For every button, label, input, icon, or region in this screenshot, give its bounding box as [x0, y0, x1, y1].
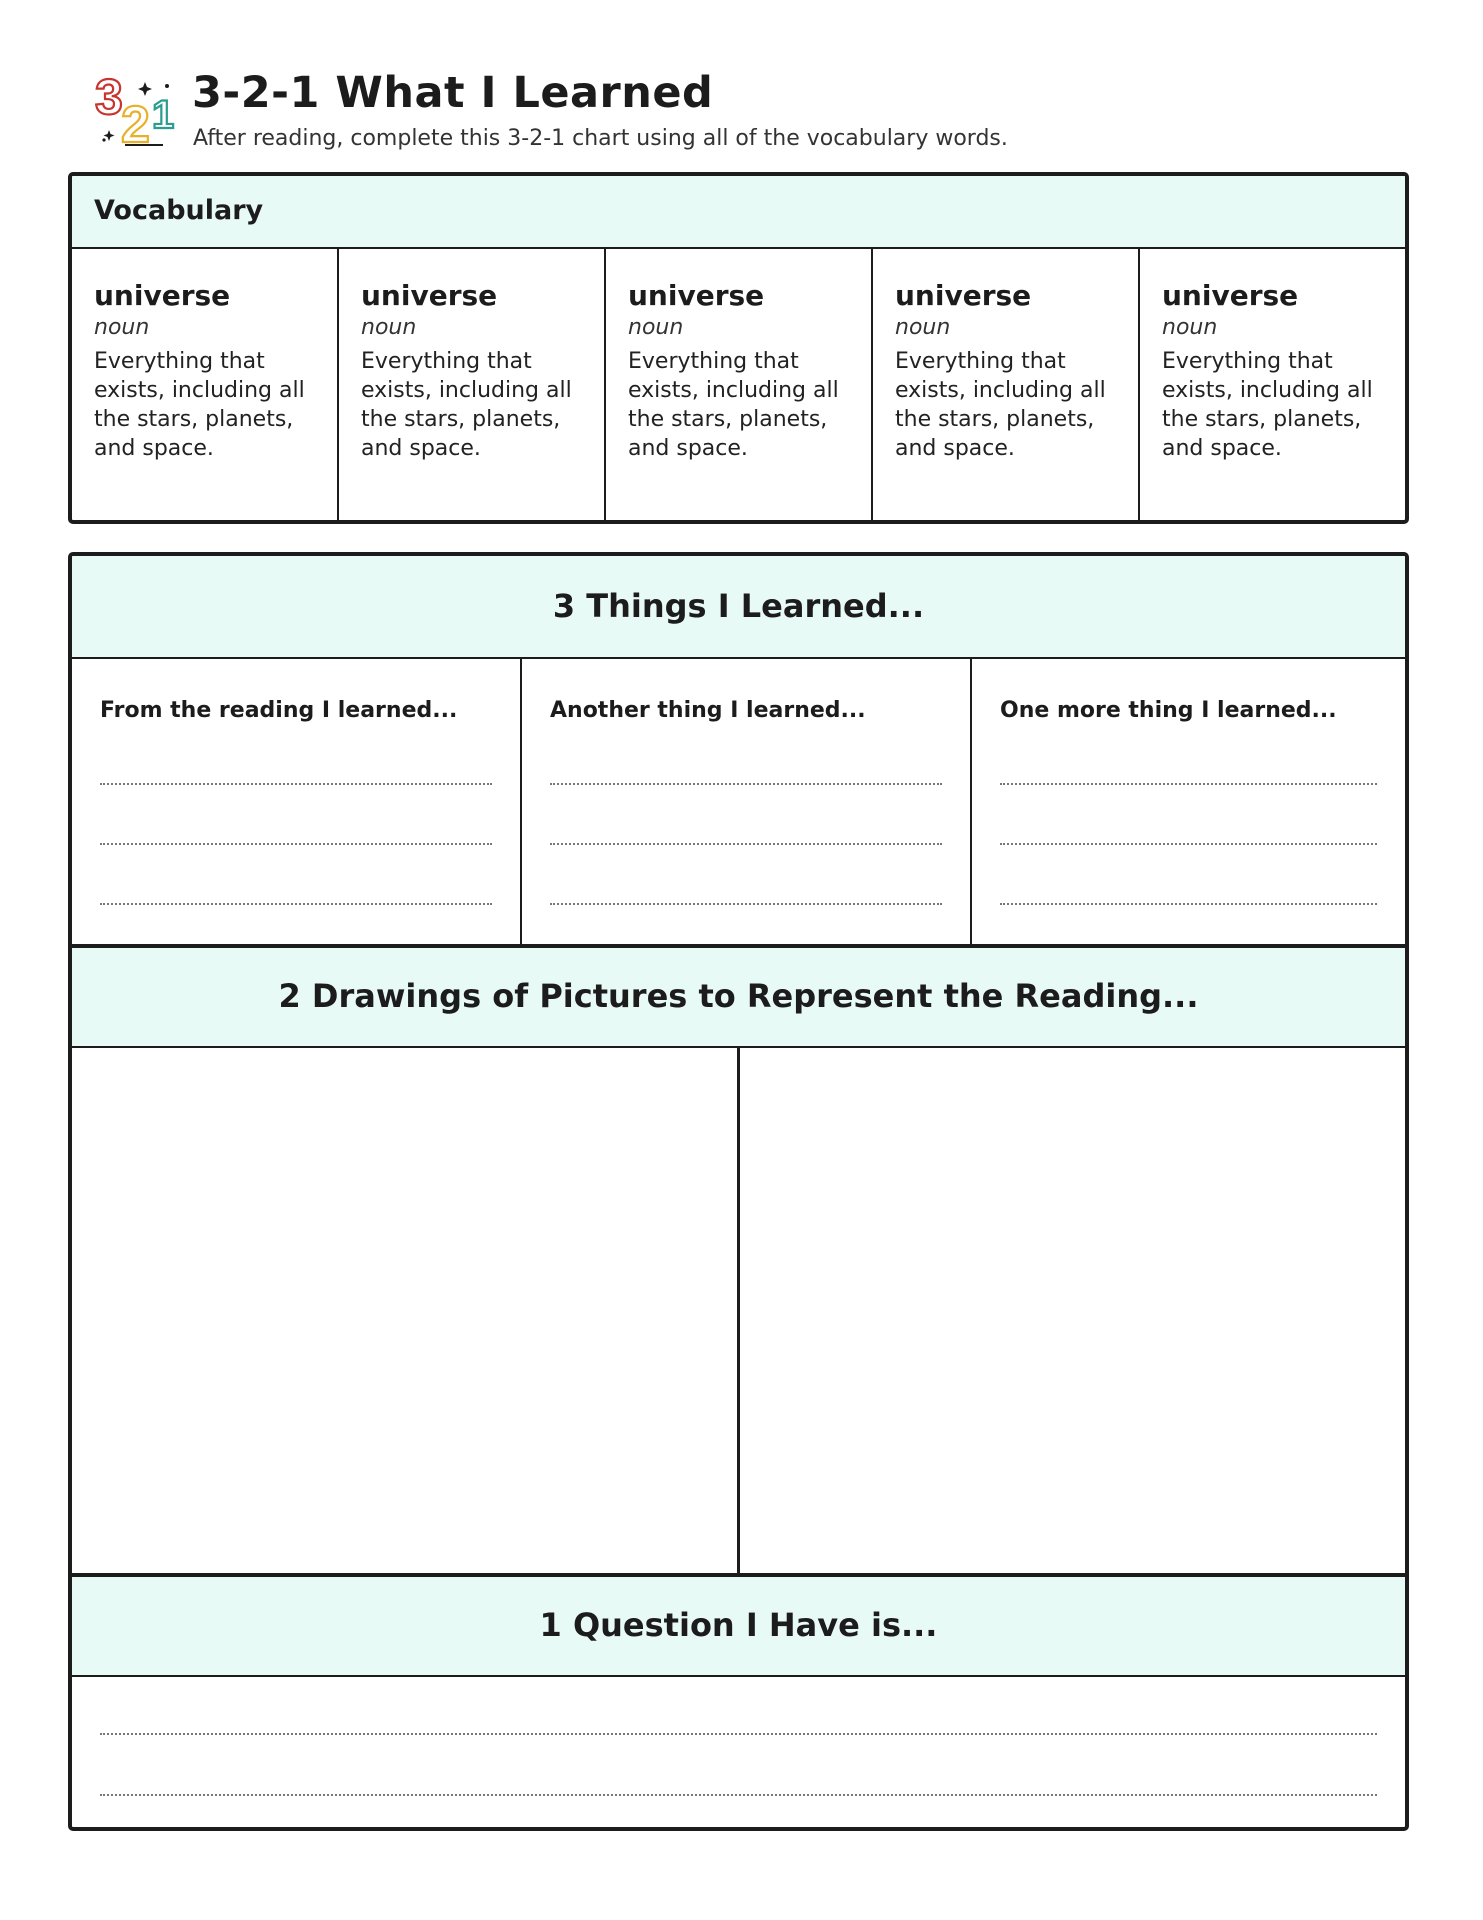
one-question-section: [72, 1677, 1405, 1796]
vocabulary-item: [873, 249, 1140, 520]
one-question-heading: 1 Question I Have is...: [72, 1577, 1405, 1677]
two-drawings-section: [72, 1048, 1405, 1577]
page-subtitle: After reading, complete this 3-2-1 chart using all of the vocabulary words.: [193, 126, 1008, 151]
thing-2-write-line-3[interactable]: [550, 903, 942, 905]
two-drawings-heading: 2 Drawings of Pictures to Represent the Reading...: [72, 948, 1405, 1048]
vocab-part-of-speech: noun: [361, 315, 417, 340]
vocab-definition: Everything that exists, including all the stars, planets, and space.: [895, 349, 1106, 461]
three-two-one-chart: [68, 552, 1409, 1831]
drawing-box-1[interactable]: [72, 1048, 740, 1573]
thing-2-write-line-1[interactable]: [550, 783, 942, 785]
thing-2-prompt: Another thing I learned...: [550, 698, 866, 723]
vocabulary-item: [606, 249, 873, 520]
vocab-definition: Everything that exists, including all the stars, planets, and space.: [94, 349, 305, 461]
thing-1-write-line-1[interactable]: [100, 783, 492, 785]
svg-text:3: 3: [95, 69, 123, 125]
question-write-line-2[interactable]: [100, 1794, 1377, 1796]
thing-1-prompt: From the reading I learned...: [100, 698, 458, 723]
thing-2-column: [522, 659, 972, 944]
thing-2-write-line-2[interactable]: [550, 843, 942, 845]
vocab-definition: Everything that exists, including all the stars, planets, and space.: [361, 349, 572, 461]
svg-text:2: 2: [121, 96, 150, 150]
svg-text:1: 1: [152, 93, 175, 137]
vocabulary-list: [72, 249, 1405, 520]
three-things-heading: 3 Things I Learned...: [72, 556, 1405, 659]
thing-3-write-line-2[interactable]: [1000, 843, 1377, 845]
vocabulary-card: [68, 172, 1409, 524]
drawing-box-2[interactable]: [740, 1048, 1405, 1573]
vocab-part-of-speech: noun: [1162, 315, 1218, 340]
vocab-word: universe: [1162, 279, 1299, 312]
thing-1-write-line-3[interactable]: [100, 903, 492, 905]
vocabulary-item: [1140, 249, 1405, 520]
vocab-part-of-speech: noun: [94, 315, 150, 340]
page-title: 3-2-1 What I Learned: [192, 68, 714, 118]
thing-3-column: [972, 659, 1405, 944]
thing-3-prompt: One more thing I learned...: [1000, 698, 1337, 723]
vocab-definition: Everything that exists, including all the stars, planets, and space.: [1162, 349, 1373, 461]
three-things-section: [72, 659, 1405, 948]
question-write-line-1[interactable]: [100, 1733, 1377, 1735]
page-header: [95, 68, 1415, 158]
vocabulary-item: [339, 249, 606, 520]
vocab-word: universe: [895, 279, 1032, 312]
three-two-one-logo: [95, 68, 177, 150]
vocab-definition: Everything that exists, including all the stars, planets, and space.: [628, 349, 839, 461]
vocabulary-item: [72, 249, 339, 520]
thing-3-write-line-3[interactable]: [1000, 903, 1377, 905]
vocab-word: universe: [94, 279, 231, 312]
vocab-word: universe: [361, 279, 498, 312]
vocab-part-of-speech: noun: [628, 315, 684, 340]
thing-1-write-line-2[interactable]: [100, 843, 492, 845]
thing-3-write-line-1[interactable]: [1000, 783, 1377, 785]
vocab-word: universe: [628, 279, 765, 312]
vocab-part-of-speech: noun: [895, 315, 951, 340]
vocabulary-heading: Vocabulary: [72, 176, 1405, 249]
thing-1-column: [72, 659, 522, 944]
